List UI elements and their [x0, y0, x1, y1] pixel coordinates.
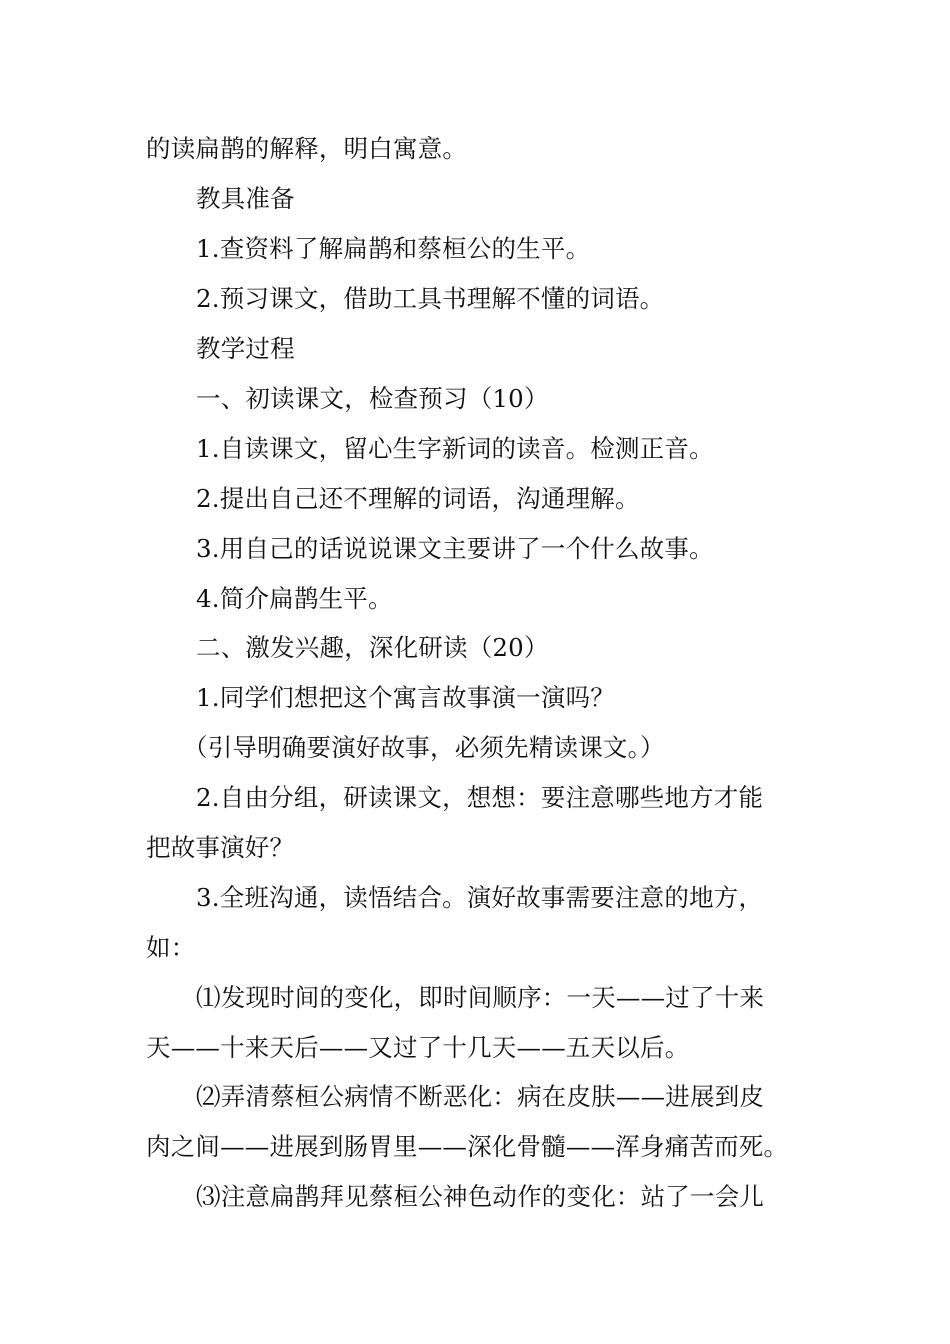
text-line: 天——十来天后——又过了十几天——五天以后。 — [146, 1033, 690, 1062]
text-line: 如： — [146, 933, 196, 962]
text-line: 1.同学们想把这个寓言故事演一演吗？ — [196, 683, 615, 712]
subsection-heading: 一、初读课文，检查预习（10） — [196, 384, 549, 413]
text-line: 肉之间——进展到肠胃里——深化骨髓——浑身痛苦而死。 — [146, 1132, 789, 1161]
text-line: 2.预习课文，借助工具书理解不懂的词语。 — [196, 284, 665, 313]
text-line: 把故事演好？ — [146, 833, 295, 862]
text-line: 3.全班沟通，读悟结合。演好故事需要注意的地方， — [196, 883, 764, 912]
text-line: ⑴发现时间的变化，即时间顺序：一天——过了十来 — [196, 983, 765, 1012]
text-line: ⑶注意扁鹊拜见蔡桓公神色动作的变化：站了一会儿 — [196, 1182, 765, 1211]
subsection-heading: 二、激发兴趣，深化研读（20） — [196, 633, 549, 662]
text-line: ⑵弄清蔡桓公病情不断恶化：病在皮肤——进展到皮 — [196, 1082, 765, 1111]
text-line: （引导明确要演好故事，必须先精读课文。） — [183, 733, 665, 762]
text-line: 的读扁鹊的解释，明白寓意。 — [146, 134, 468, 163]
text-line: 4.简介扁鹊生平。 — [196, 584, 393, 613]
text-line: 2.提出自己还不理解的词语，沟通理解。 — [196, 484, 640, 513]
text-line: 1.自读课文，留心生字新词的读音。检测正音。 — [196, 434, 714, 463]
text-line: 1.查资料了解扁鹊和蔡桓公的生平。 — [196, 234, 591, 263]
text-line: 3.用自己的话说说课文主要讲了一个什么故事。 — [196, 534, 714, 563]
section-heading: 教具准备 — [196, 184, 295, 213]
text-line: 2.自由分组，研读课文，想想：要注意哪些地方才能 — [196, 783, 764, 812]
section-heading: 教学过程 — [196, 334, 295, 363]
